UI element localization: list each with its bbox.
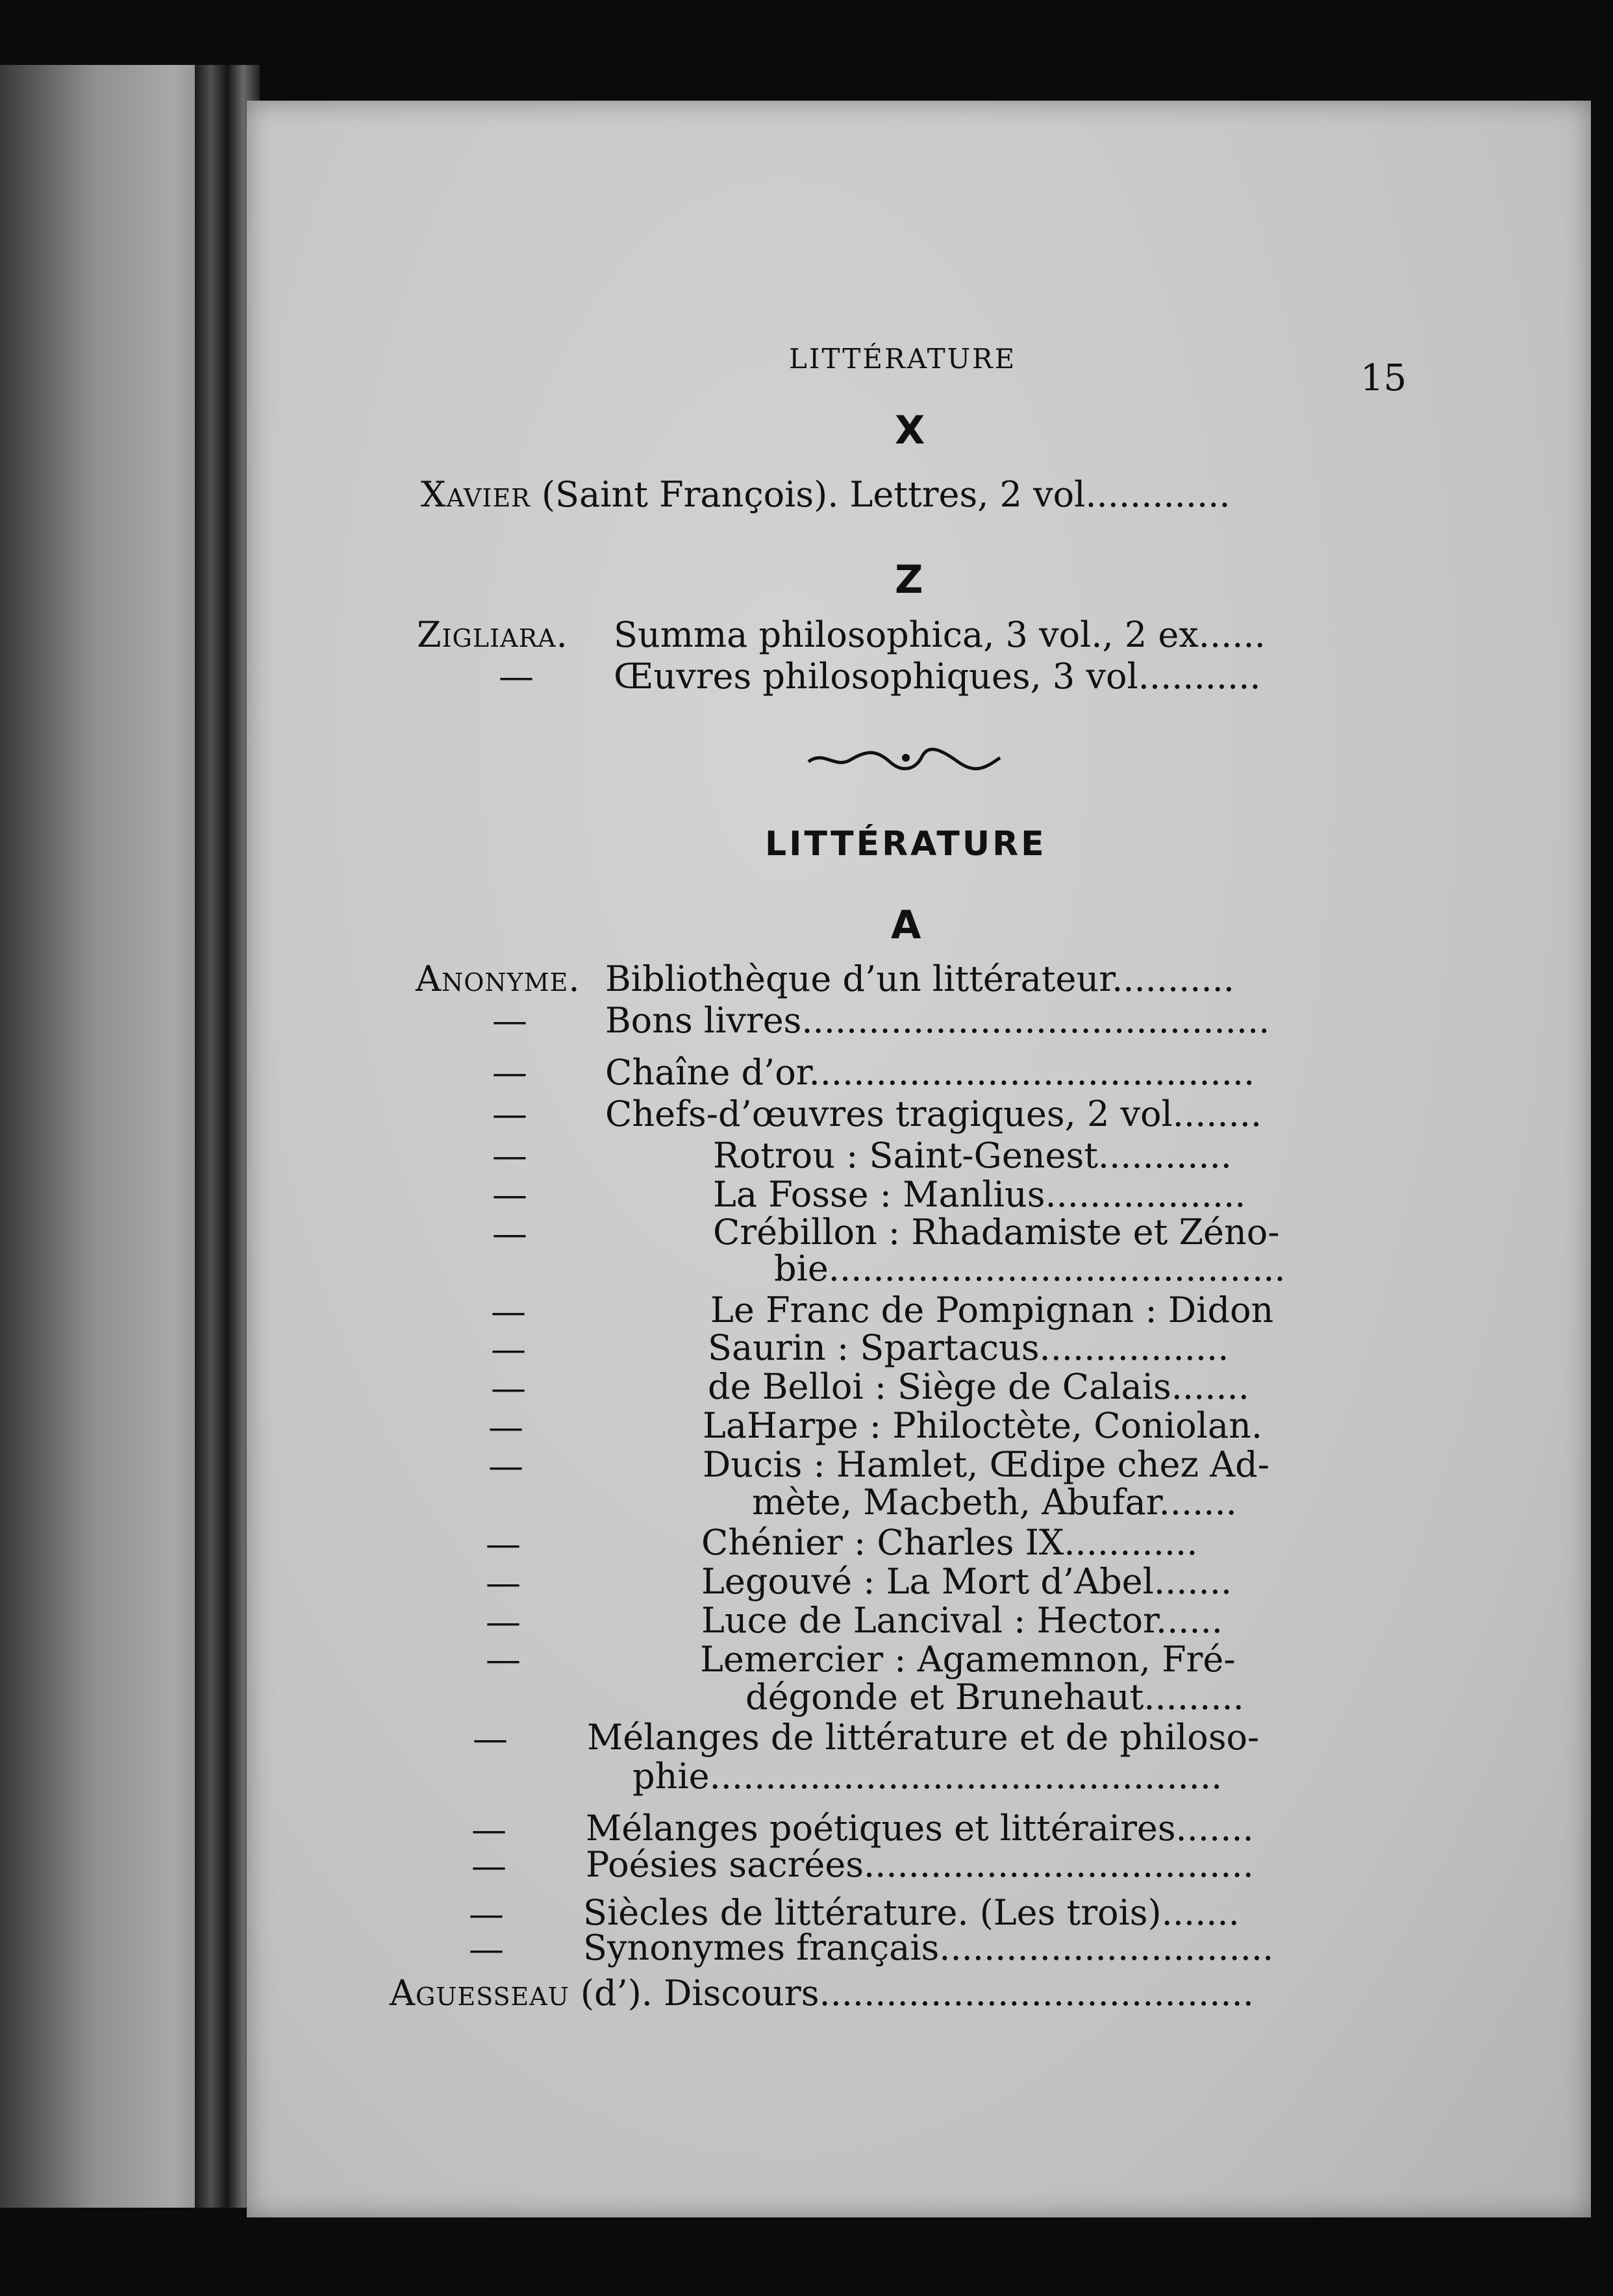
- entry-a21: Synonymes français..............................: [583, 1927, 1274, 1968]
- ditto-dash: —: [486, 1639, 521, 1680]
- entry-xavier: [421, 475, 1231, 514]
- author-zigliara: Zigliara.: [417, 614, 568, 655]
- entry-a16: Lemercier : Agamemnon, Fré-: [700, 1639, 1236, 1680]
- ditto-dash: —: [491, 1367, 526, 1408]
- entry-a2: Bons livres..........................................: [605, 1000, 1270, 1041]
- ditto-dash: —: [471, 1809, 506, 1850]
- ditto-dash: —: [499, 656, 534, 697]
- author-aguesseau: Aguesseau: [390, 1973, 569, 2014]
- ornament-divider: [805, 743, 1007, 776]
- ditto-dash: —: [492, 1174, 527, 1215]
- entry-a9: Saurin : Spartacus.................: [708, 1327, 1229, 1368]
- entry-a5: Rotrou : Saint-Genest............: [713, 1135, 1232, 1176]
- entry-zigliara: [417, 616, 568, 655]
- entry-a4: Chefs-d’œuvres tragiques, 2 vol........: [605, 1093, 1262, 1134]
- entry-a11: LaHarpe : Philoctète, Coniolan.: [703, 1405, 1263, 1446]
- entry-a7-cont: bie.........................................: [774, 1248, 1286, 1289]
- entry-a12-cont: mète, Macbeth, Abufar.......: [752, 1482, 1237, 1523]
- entry-anonyme: [416, 960, 581, 999]
- entry-a3: Chaîne d’or........................................: [605, 1052, 1255, 1093]
- ditto-dash: —: [491, 1291, 526, 1332]
- ditto-dash: —: [469, 1928, 504, 1969]
- entry-a20: Siècles de littérature. (Les trois).......: [583, 1892, 1240, 1933]
- entry-a12: Ducis : Hamlet, Œdipe chez Ad-: [703, 1444, 1269, 1485]
- entry-a7: Crébillon : Rhadamiste et Zéno-: [713, 1212, 1280, 1253]
- entry-a18: Mélanges poétiques et littéraires.......: [586, 1808, 1254, 1849]
- entry-a19: Poésies sacrées...................................: [586, 1844, 1254, 1885]
- ditto-dash: —: [486, 1523, 521, 1564]
- ditto-dash: —: [469, 1893, 504, 1934]
- running-head: LITTÉRATURE: [789, 343, 1017, 375]
- entry-a15: Luce de Lancival : Hector......: [701, 1600, 1223, 1641]
- entry-a6: La Fosse : Manlius..................: [713, 1174, 1246, 1215]
- entry-zigliara-1: Summa philosophica, 3 vol., 2 ex......: [614, 614, 1266, 655]
- ditto-dash: —: [473, 1718, 508, 1759]
- entry-xavier-text: (Saint François). Lettres, 2 vol.............: [541, 474, 1231, 515]
- entry-zigliara-2: Œuvres philosophiques, 3 vol...........: [614, 656, 1261, 697]
- author-xavier: Xavier: [421, 474, 531, 515]
- ditto-dash: —: [488, 1406, 523, 1447]
- entry-a17-cont: phie..............................................: [632, 1756, 1223, 1797]
- ditto-dash: —: [492, 1000, 527, 1041]
- ditto-dash: —: [486, 1562, 521, 1603]
- section-letter-x: X: [895, 408, 925, 453]
- section-letter-z: Z: [895, 557, 923, 603]
- entry-a10: de Belloi : Siège de Calais.......: [708, 1366, 1249, 1407]
- ditto-dash: —: [488, 1445, 523, 1486]
- entry-a17: Mélanges de littérature et de philoso-: [587, 1717, 1260, 1758]
- entry-a14: Legouvé : La Mort d’Abel.......: [701, 1561, 1232, 1602]
- ditto-dash: —: [486, 1601, 521, 1642]
- ditto-dash: —: [492, 1093, 527, 1134]
- author-anonyme: Anonyme.: [416, 958, 581, 999]
- entry-a8: Le Franc de Pompignan : Didon: [710, 1290, 1274, 1330]
- ditto-dash: —: [492, 1052, 527, 1093]
- entry-a1: Bibliothèque d’un littérateur...........: [605, 958, 1234, 999]
- entry-a16-cont: dégonde et Brunehaut.........: [745, 1677, 1244, 1717]
- section-heading-litterature: LITTÉRATURE: [765, 825, 1047, 864]
- entry-aguesseau-text: (d’). Discours.......................................: [580, 1973, 1254, 2014]
- ditto-dash: —: [491, 1329, 526, 1369]
- entry-aguesseau: [390, 1974, 1254, 2013]
- ditto-dash: —: [471, 1845, 506, 1886]
- page-number: 15: [1360, 357, 1407, 399]
- ditto-dash: —: [492, 1135, 527, 1176]
- ditto-dash: —: [492, 1213, 527, 1254]
- entry-a13: Chénier : Charles IX............: [701, 1522, 1198, 1563]
- section-letter-a: A: [891, 903, 921, 948]
